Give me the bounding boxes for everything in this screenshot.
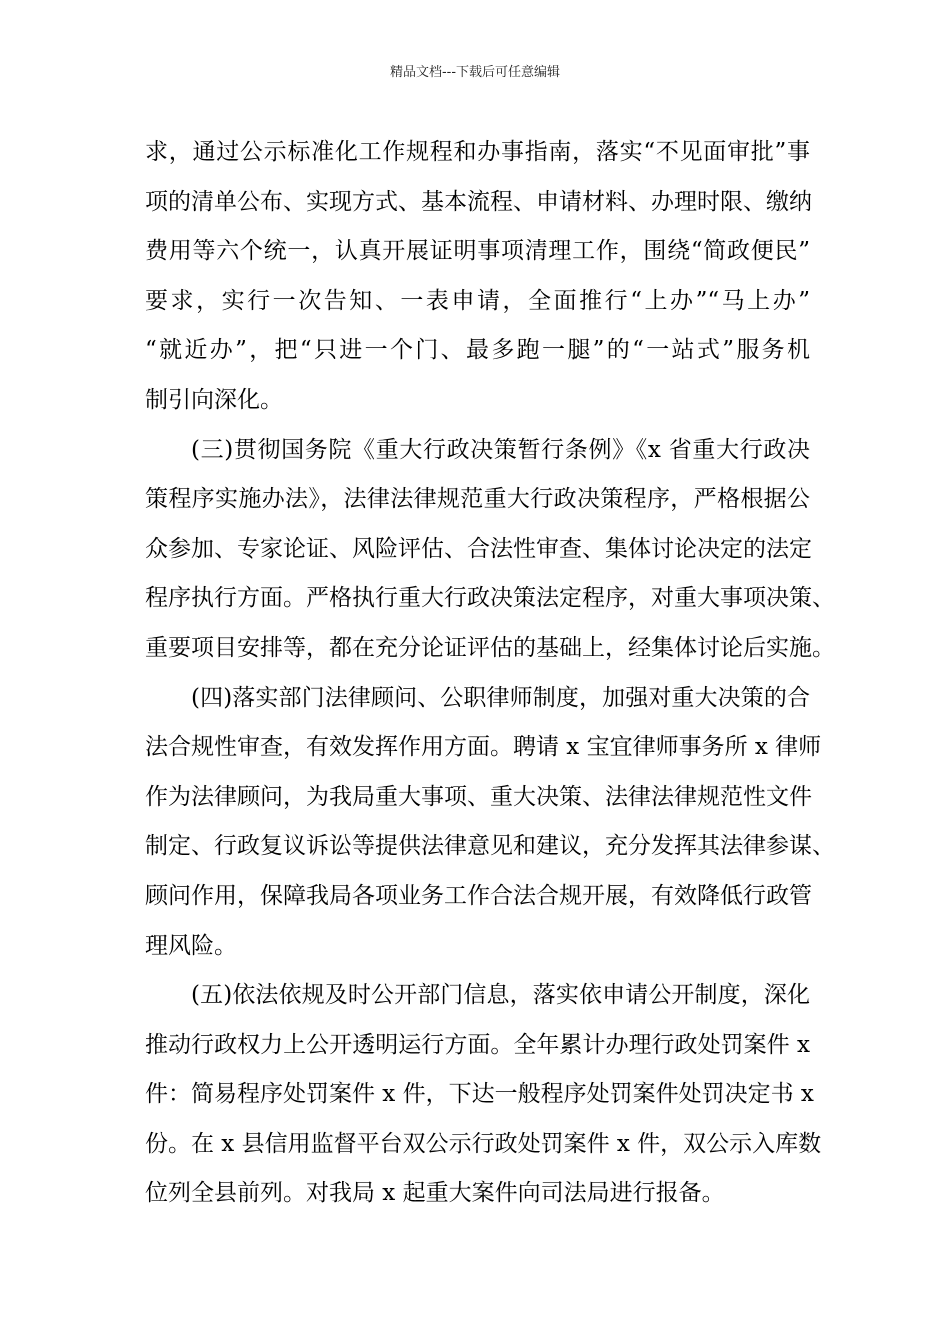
page-header: 精品文档---下载后可任意编辑 — [389, 65, 561, 80]
text-line: 重要项目安排等，都在充分论证评估的基础上，经集体讨论后实施。 — [145, 634, 835, 661]
text-line: “就近办”，把“只进一个门、最多跑一腿”的“一站式”服务机 — [145, 337, 810, 364]
text-line: 众参加、专家论证、风险评估、合法性审查、集体讨论决定的法定 — [145, 535, 812, 562]
text-line: 项的清单公布、实现方式、基本流程、申请材料、办理时限、缴纳 — [145, 188, 812, 215]
text-line: (四)落实部门法律顾问、公职律师制度，加强对重大决策的合 — [191, 684, 810, 711]
text-line: 作为法律顾问，为我局重大事项、重大决策、法律法律规范性文件 — [145, 783, 812, 810]
text-line: 理风险。 — [145, 932, 237, 959]
text-line: 件：简易程序处罚案件 x 件，下达一般程序处罚案件处罚决定书 x — [145, 1081, 814, 1108]
text-line: 制定、行政复议诉讼等提供法律意见和建议，充分发挥其法律参谋、 — [145, 833, 835, 860]
text-line: (五)依法依规及时公开部门信息，落实依申请公开制度，深化 — [191, 982, 810, 1009]
text-line: 法合规性审查，有效发挥作用方面。聘请 x 宝宜律师事务所 x 律师 — [145, 734, 822, 761]
text-line: 费用等六个统一，认真开展证明事项清理工作，围绕“简政便民” — [145, 238, 810, 265]
text-line: (三)贯彻国务院《重大行政决策暂行条例》《x 省重大行政决 — [191, 436, 810, 463]
text-line: 推动行政权力上公开透明运行方面。全年累计办理行政处罚案件 x — [145, 1031, 810, 1058]
text-line: 份。在 x 县信用监督平台双公示行政处罚案件 x 件，双公示入库数 — [145, 1130, 822, 1157]
document-body — [145, 128, 835, 1219]
text-line: 求，通过公示标准化工作规程和办事指南，落实“不见面审批”事 — [145, 139, 810, 165]
text-line: 程序执行方面。严格执行重大行政决策法定程序，对重大事项决策、 — [145, 585, 835, 612]
text-line: 制引向深化。 — [145, 386, 283, 413]
text-line: 顾问作用，保障我局各项业务工作合法合规开展，有效降低行政管 — [145, 882, 812, 909]
text-line: 策程序实施办法》，法律法律规范重大行政决策程序，严格根据公 — [145, 486, 810, 513]
text-line: 位列全县前列。对我局 x 起重大案件向司法局进行报备。 — [145, 1180, 725, 1207]
text-line: 要求，实行一次告知、一表申请，全面推行“上办”“马上办” — [145, 287, 810, 314]
